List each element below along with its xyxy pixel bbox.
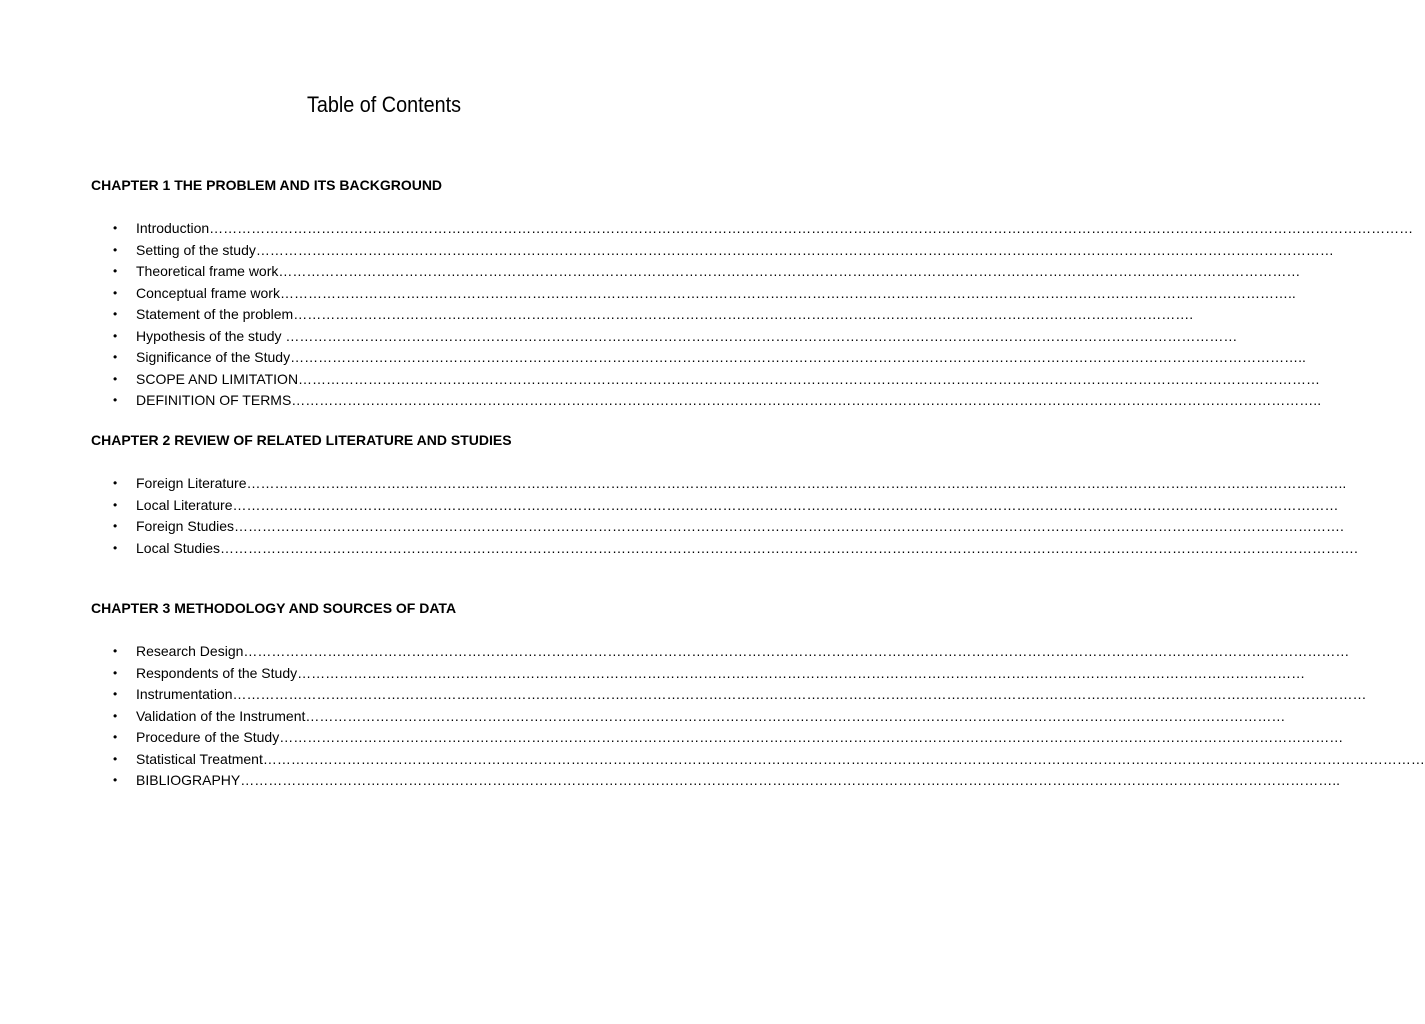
toc-entry: [91, 240, 1334, 262]
bullet-icon: •: [113, 708, 118, 723]
toc-entry: [91, 261, 1301, 283]
toc-entry: [91, 516, 1344, 538]
page-title: Table of Contents: [306, 92, 462, 117]
toc-entry-text: Statement of the problem………………………………………………………………………………………………………………………………………………………………………….: [136, 306, 1194, 322]
toc-entry: [91, 326, 1238, 348]
bullet-icon: •: [113, 285, 118, 300]
toc-entry: [91, 749, 1425, 771]
bullet-icon: •: [113, 665, 118, 680]
toc-entry: [91, 684, 1367, 706]
bullet-icon: •: [113, 393, 118, 407]
toc-entry: [91, 283, 1296, 305]
toc-entry: [91, 663, 1306, 685]
bullet-icon: •: [113, 242, 118, 257]
toc-entry-text: Respondents of the Study………………………………………………………………………………………………………………………………………………………………………………………………: [136, 664, 1306, 681]
chapter-3-section: [91, 600, 1425, 792]
toc-entry-text: Hypothesis of the study ……………………………………………………………………………………………………………………………………………………………………………………: [136, 327, 1238, 344]
chapter-heading: CHAPTER 3 METHODOLOGY AND SOURCES OF DATA: [91, 600, 457, 616]
toc-entry-text: Setting of the study……………………………………………………………………………………………………………………………………………………………………………………………………………: [136, 241, 1334, 258]
toc-entry: [91, 473, 1347, 495]
toc-entry: [91, 369, 1321, 391]
toc-entry: [91, 641, 1350, 663]
toc-entry: [91, 538, 1358, 560]
toc-list: [91, 641, 1425, 792]
toc-entry-text: Introduction……………………………………………………………………………………………………………………………………………………………………………………………………………………………………: [136, 220, 1414, 236]
toc-list: [91, 218, 1414, 412]
toc-entry-text: Foreign Studies………………………………………………………………………………………………………………………………………………………………………………………………………………….: [136, 518, 1344, 534]
bullet-icon: •: [113, 540, 118, 555]
bullet-icon: •: [113, 264, 118, 278]
bullet-icon: •: [113, 773, 118, 787]
toc-entry-text: Instrumentation………………………………………………………………………………………………………………………………………………………………………………………………………………………: [136, 686, 1367, 702]
bullet-icon: •: [113, 221, 118, 235]
toc-entry-text: Foreign Literature………………………………………………………………………………………………………………………………………………………………………………………………………………..: [136, 475, 1347, 491]
toc-entry-text: Local Studies……………………………………………………………………………………………………………………………………………………………………………………………………………………….: [136, 539, 1358, 556]
toc-entry-text: DEFINITION OF TERMS…………………………………………………………………………………………………………………………………………………………………………………………………..: [136, 392, 1322, 408]
toc-entry: [91, 727, 1344, 749]
bullet-icon: •: [113, 307, 118, 321]
toc-entry: [91, 706, 1286, 728]
bullet-icon: •: [113, 644, 118, 658]
bullet-icon: •: [113, 476, 118, 490]
chapter-2-section: [91, 432, 1358, 559]
toc-entry-text: Significance of the Study………………………………………………………………………………………………………………………………………………………………………………………………..: [136, 349, 1306, 365]
toc-entry: [91, 390, 1322, 412]
toc-entry: [91, 304, 1194, 326]
bullet-icon: •: [113, 350, 118, 364]
bullet-icon: •: [113, 730, 118, 744]
toc-entry-text: Research Design…………………………………………………………………………………………………………………………………………………………………………………………………………………: [136, 643, 1350, 659]
toc-entry: [91, 495, 1339, 517]
toc-entry-text: Statistical Treatment……………………………………………………………………………………………………………………………………………………………………………………………………………………………: [136, 750, 1425, 767]
toc-entry-text: SCOPE AND LIMITATION…………………………………………………………………………………………………………………………………………………………………………………………………: [136, 370, 1321, 387]
bullet-icon: •: [113, 751, 118, 766]
bullet-icon: •: [113, 328, 118, 343]
chapter-heading: CHAPTER 2 REVIEW OF RELATED LITERATURE AND STUDIES: [91, 432, 512, 448]
chapter-1-section: [91, 177, 1414, 412]
bullet-icon: •: [113, 497, 118, 512]
bullet-icon: •: [113, 371, 118, 386]
toc-list: [91, 473, 1358, 559]
bullet-icon: •: [113, 687, 118, 701]
toc-entry: [91, 770, 1341, 792]
toc-entry-text: Conceptual frame work………………………………………………………………………………………………………………………………………………………………………………………………..: [136, 284, 1296, 301]
bullet-icon: •: [113, 519, 118, 533]
toc-entry: [91, 347, 1306, 369]
toc-entry-text: Validation of the Instrument…………………………………………………………………………………………………………………………………………………………………………………………: [136, 707, 1286, 724]
toc-entry-text: BIBLIOGRAPHY………………………………………………………………………………………………………………………………………………………………………………………………………………..: [136, 772, 1341, 788]
chapter-heading: CHAPTER 1 THE PROBLEM AND ITS BACKGROUND: [91, 177, 443, 193]
toc-entry-text: Theoretical frame work…………………………………………………………………………………………………………………………………………………………………………………………………: [136, 263, 1301, 279]
toc-entry-text: Local Literature…………………………………………………………………………………………………………………………………………………………………………………………………………………: [136, 496, 1339, 513]
toc-entry: [91, 218, 1414, 240]
toc-entry-text: Procedure of the Study…………………………………………………………………………………………………………………………………………………………………………………………………………: [136, 729, 1344, 745]
